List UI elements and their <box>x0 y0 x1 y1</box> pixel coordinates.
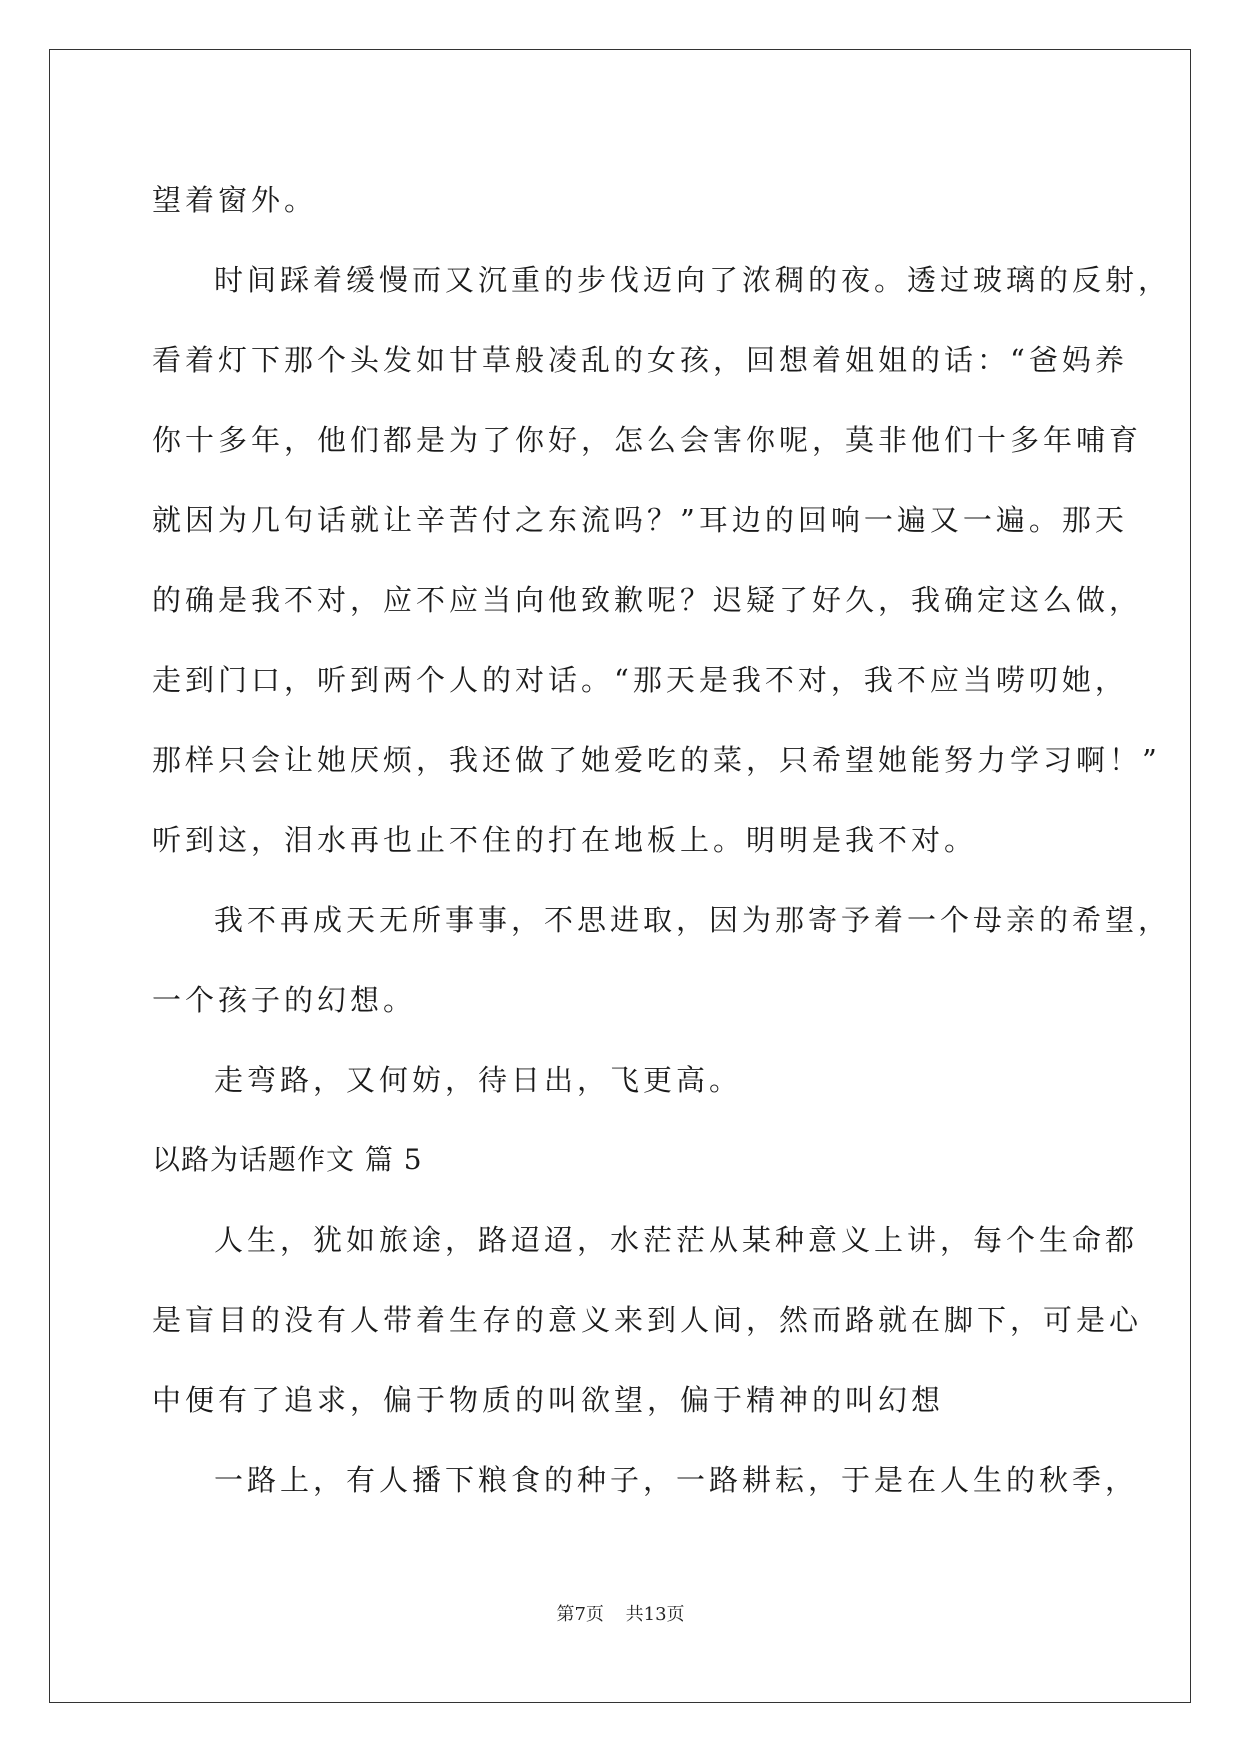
text-line: 走到门口，听到两个人的对话。“那天是我不对，我不应当唠叨她， <box>152 663 1128 697</box>
text-line: 你十多年，他们都是为了你好，怎么会害你呢，莫非他们十多年哺育 <box>152 423 1143 457</box>
text-line: 人生，犹如旅途，路迢迢，水茫茫从某种意义上讲，每个生命都 <box>214 1223 1139 1257</box>
text-line: 我不再成天无所事事，不思进取，因为那寄予着一个母亲的希望， <box>214 903 1172 937</box>
text-line: 那样只会让她厌烦，我还做了她爱吃的菜，只希望她能努力学习啊！” <box>152 743 1161 777</box>
page-number: 第7页 <box>556 1604 604 1625</box>
text-line: 中便有了追求，偏于物质的叫欲望，偏于精神的叫幻想 <box>152 1383 945 1417</box>
page-total: 共13页 <box>625 1604 685 1625</box>
text-line: 一路上，有人播下粮食的种子，一路耕耘，于是在人生的秋季， <box>214 1463 1139 1497</box>
text-line: 听到这，泪水再也止不住的打在地板上。明明是我不对。 <box>152 823 978 857</box>
text-line: 的确是我不对，应不应当向他致歉呢？迟疑了好久，我确定这么做， <box>152 583 1143 617</box>
section-heading: 以路为话题作文 篇 5 <box>152 1143 423 1176</box>
text-line: 望着窗外。 <box>152 183 318 217</box>
text-line: 时间踩着缓慢而又沉重的步伐迈向了浓稠的夜。透过玻璃的反射， <box>214 263 1172 297</box>
text-line: 一个孩子的幻想。 <box>152 983 417 1017</box>
document-body <box>152 160 1172 1520</box>
text-line: 看着灯下那个头发如甘草般凌乱的女孩，回想着姐姐的话：“爸妈养 <box>152 343 1128 377</box>
page-footer <box>0 1600 1241 1626</box>
text-line: 就因为几句话就让辛苦付之东流吗？”耳边的回响一遍又一遍。那天 <box>152 503 1128 537</box>
text-line: 是盲目的没有人带着生存的意义来到人间，然而路就在脚下，可是心 <box>152 1303 1143 1337</box>
text-line: 走弯路，又何妨，待日出，飞更高。 <box>214 1063 743 1097</box>
